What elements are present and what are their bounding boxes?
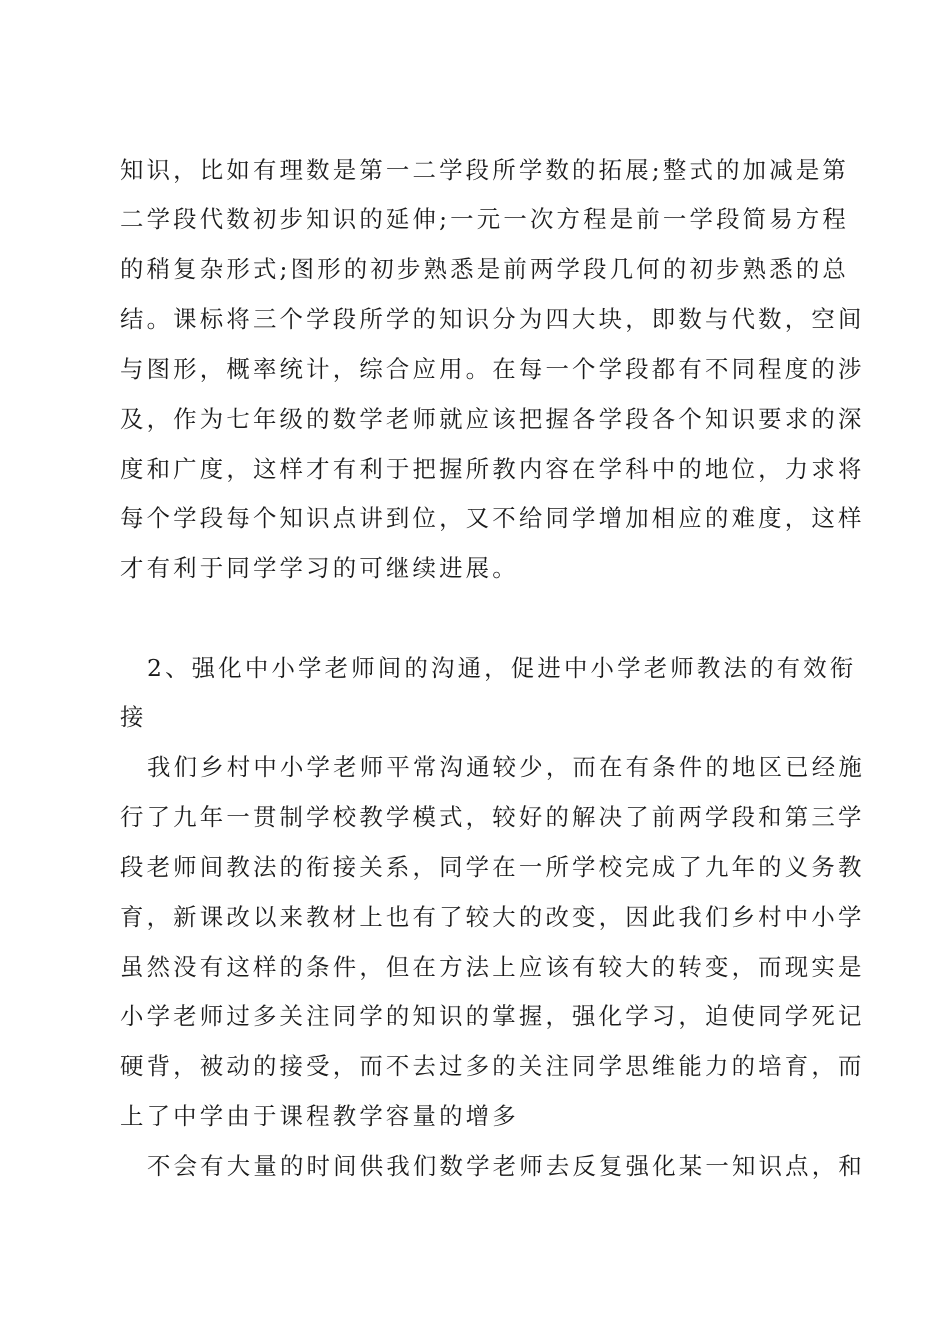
text-line: 及，作为七年级的数学老师就应该把握各学段各个知识要求的深 bbox=[120, 405, 865, 433]
text-line: 与图形，概率统计，综合应用。在每一个学段都有不同程度的涉 bbox=[120, 355, 865, 383]
text-line: 不会有大量的时间供我们数学老师去反复强化某一知识点，和 bbox=[147, 1152, 865, 1180]
heading-line: 接 bbox=[120, 703, 147, 731]
text-line: 育，新课改以来教材上也有了较大的改变，因此我们乡村中小学 bbox=[120, 903, 865, 931]
text-line: 度和广度，这样才有利于把握所教内容在学科中的地位，力求将 bbox=[120, 455, 865, 483]
heading-line: 2、强化中小学老师间的沟通，促进中小学老师教法的有效衔 bbox=[147, 654, 857, 682]
text-line: 段老师间教法的衔接关系，同学在一所学校完成了九年的义务教 bbox=[120, 853, 865, 881]
text-line: 上了中学由于课程教学容量的增多 bbox=[120, 1102, 519, 1130]
text-line: 虽然没有这样的条件，但在方法上应该有较大的转变，而现实是 bbox=[120, 953, 865, 981]
text-line: 知识，比如有理数是第一二学段所学数的拓展;整式的加减是第 bbox=[120, 156, 850, 184]
text-line: 行了九年一贯制学校教学模式，较好的解决了前两学段和第三学 bbox=[120, 803, 865, 831]
text-line: 小学老师过多关注同学的知识的掌握，强化学习，迫使同学死记 bbox=[120, 1002, 865, 1030]
text-line: 每个学段每个知识点讲到位，又不给同学增加相应的难度，这样 bbox=[120, 504, 865, 532]
text-line: 才有利于同学学习的可继续进展。 bbox=[120, 554, 519, 582]
text-line: 硬背，被动的接受，而不去过多的关注同学思维能力的培育，而 bbox=[120, 1052, 865, 1080]
text-line: 的稍复杂形式;图形的初步熟悉是前两学段几何的初步熟悉的总 bbox=[120, 255, 850, 283]
text-line: 二学段代数初步知识的延伸;一元一次方程是前一学段简易方程 bbox=[120, 205, 850, 233]
text-line: 结。课标将三个学段所学的知识分为四大块，即数与代数，空间 bbox=[120, 305, 865, 333]
text-line: 我们乡村中小学老师平常沟通较少，而在有条件的地区已经施 bbox=[147, 753, 865, 781]
